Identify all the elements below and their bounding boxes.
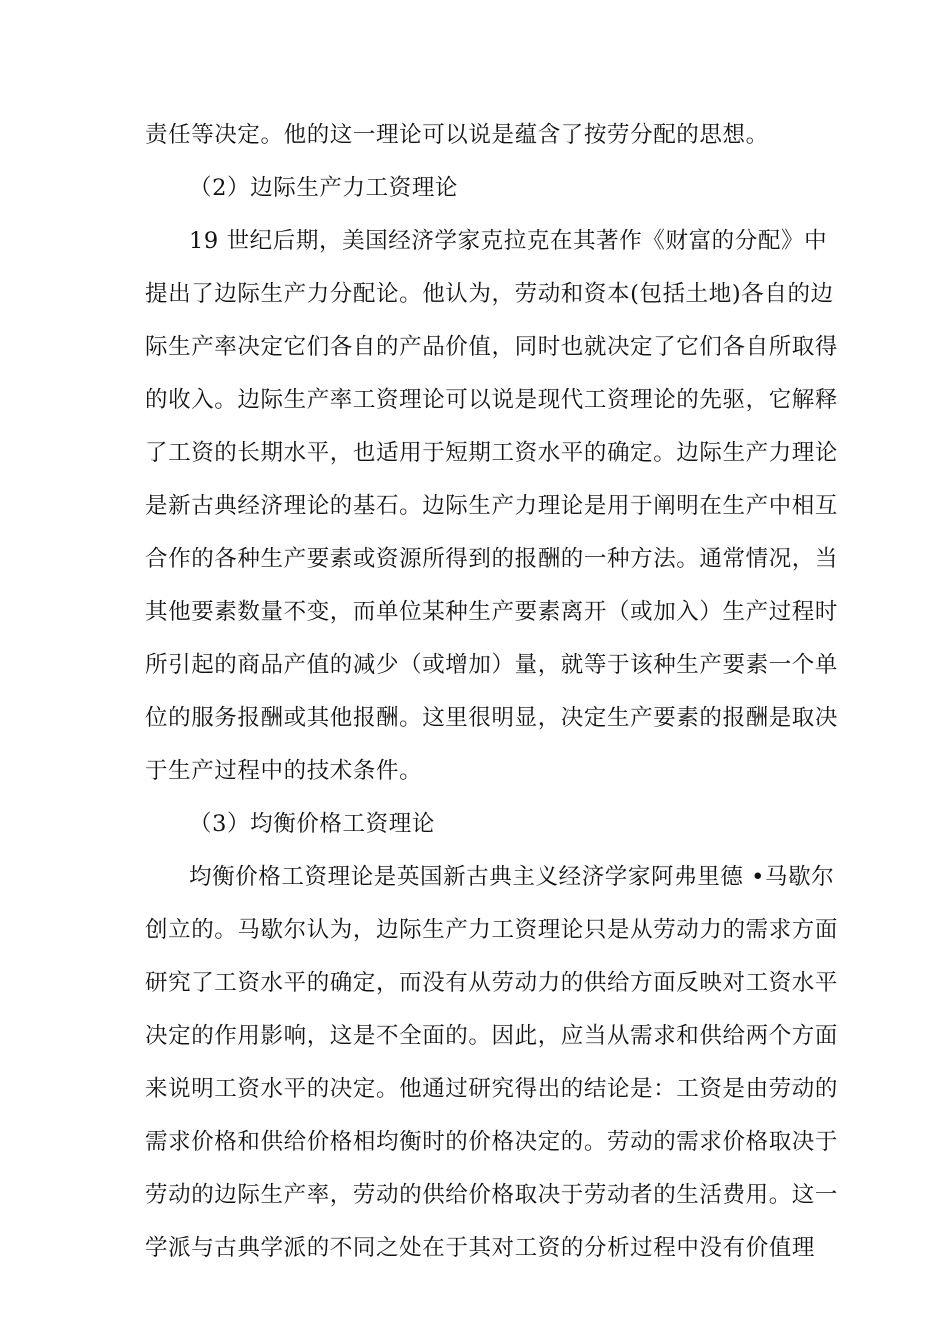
text-line: 际生产率决定它们各自的产品价值，同时也就决定了它们各自所取得 (145, 334, 839, 360)
text-line: 学派与古典学派的不同之处在于其对工资的分析过程中没有价值理 (145, 1235, 815, 1261)
text-line: 决定的作用影响，这是不全面的。因此，应当从需求和供给两个方面 (145, 1023, 839, 1049)
text-line: 的收入。边际生产率工资理论可以说是现代工资理论的先驱，它解释 (145, 387, 839, 413)
text-line: 于生产过程中的技术条件。 (145, 758, 423, 784)
text-line: 提出了边际生产力分配论。他认为，劳动和资本(包括土地)各自的边 (145, 281, 834, 307)
text-line: 是新古典经济理论的基石。边际生产力理论是用于阐明在生产中相互 (145, 493, 839, 519)
section-heading: （3）均衡价格工资理论 (189, 811, 435, 837)
section-heading: （2）边际生产力工资理论 (189, 175, 459, 201)
text-line: 所引起的商品产值的减少（或增加）量，就等于该种生产要素一个单 (145, 652, 839, 678)
text-line: 合作的各种生产要素或资源所得到的报酬的一种方法。通常情况，当 (145, 546, 839, 572)
text-line: 责任等决定。他的这一理论可以说是蕴含了按劳分配的思想。 (145, 122, 769, 148)
text-line: 位的服务报酬或其他报酬。这里很明显，决定生产要素的报酬是取决 (145, 705, 839, 731)
text-line: 来说明工资水平的决定。他通过研究得出的结论是：工资是由劳动的 (145, 1076, 839, 1102)
text-line: 了工资的长期水平，也适用于短期工资水平的确定。边际生产力理论 (145, 440, 839, 466)
text-line: 均衡价格工资理论是英国新古典主义经济学家阿弗里德 •马歇尔 (189, 864, 835, 890)
text-line: 需求价格和供给价格相均衡时的价格决定的。劳动的需求价格取决于 (145, 1129, 839, 1155)
text-line: 创立的。马歇尔认为，边际生产力工资理论只是从劳动力的需求方面 (145, 917, 839, 943)
text-line: 研究了工资水平的确定，而没有从劳动力的供给方面反映对工资水平 (145, 970, 839, 996)
text-line: 其他要素数量不变，而单位某种生产要素离开（或加入）生产过程时 (145, 599, 839, 625)
text-line: 劳动的边际生产率，劳动的供给价格取决于劳动者的生活费用。这一 (145, 1182, 839, 1208)
text-line: 19 世纪后期，美国经济学家克拉克在其著作《财富的分配》中 (189, 228, 828, 254)
